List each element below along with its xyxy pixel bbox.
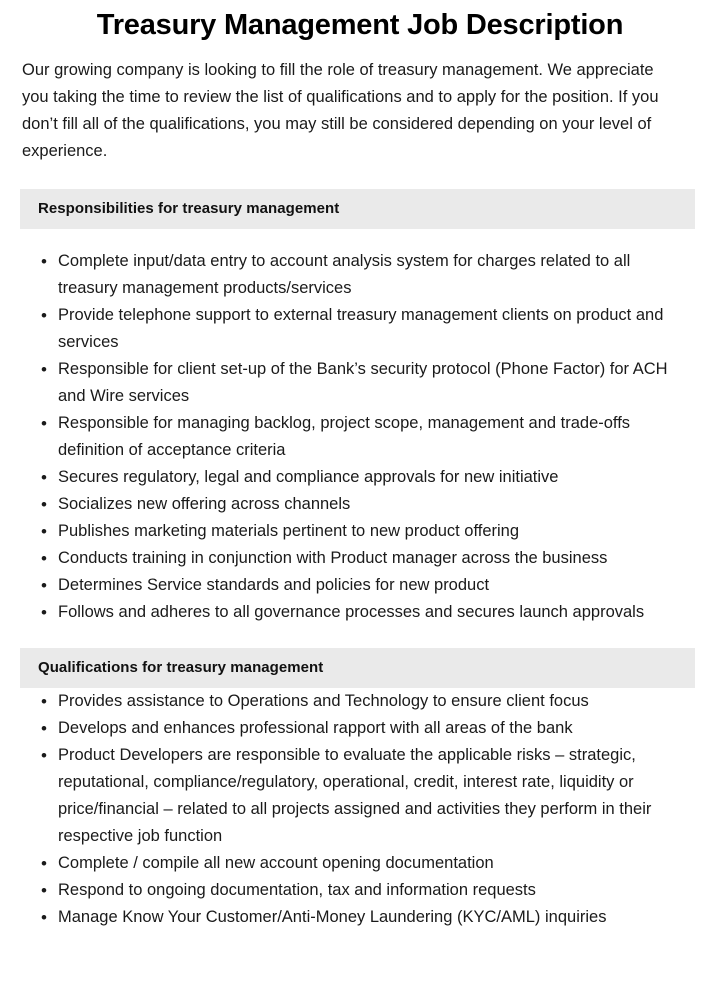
bullet-icon: • <box>41 306 47 325</box>
list-item <box>0 904 720 931</box>
bullet-icon: • <box>41 495 47 514</box>
responsibilities-section <box>0 189 720 626</box>
list-item <box>0 410 720 464</box>
intro-paragraph: Our growing company is looking to fill the role of treasury management. We appreciate you taking the time to review the list of qualifications and to apply for the position. If you don’t fill all of the qualifications, you may still be considered depending on your level of experience. <box>22 61 659 160</box>
responsibilities-section-header: Responsibilities for treasury management <box>20 189 695 229</box>
list-item <box>0 850 720 877</box>
list-item <box>0 742 720 850</box>
bullet-icon: • <box>41 360 47 379</box>
list-item-text: Socializes new offering across channels <box>58 495 351 513</box>
list-item <box>0 715 720 742</box>
list-item-text: Complete / compile all new account opening documentation <box>58 854 494 872</box>
bullet-icon: • <box>41 908 47 927</box>
bullet-icon: • <box>41 746 47 765</box>
list-item-text: Publishes marketing materials pertinent to new product offering <box>58 522 520 540</box>
list-item-text: Provides assistance to Operations and Technology to ensure client focus <box>58 692 589 710</box>
list-item <box>0 518 720 545</box>
bullet-icon: • <box>41 854 47 873</box>
bullet-icon: • <box>41 414 47 433</box>
bullet-icon: • <box>41 549 47 568</box>
list-item <box>0 688 720 715</box>
list-item-text: Complete input/data entry to account analysis system for charges related to all treasury management products/services <box>58 252 631 297</box>
list-item-text: Responsible for managing backlog, project scope, management and trade-offs definition of acceptance criteria <box>58 414 631 459</box>
page-title: Treasury Management Job Description <box>96 9 624 41</box>
bullet-icon: • <box>41 692 47 711</box>
list-item-text: Responsible for client set-up of the Bank’s security protocol (Phone Factor) for ACH and Wire services <box>58 360 668 405</box>
list-item <box>0 302 720 356</box>
list-item <box>0 464 720 491</box>
list-item <box>0 545 720 572</box>
list-item <box>0 491 720 518</box>
bullet-icon: • <box>41 719 47 738</box>
qualifications-list <box>0 688 720 931</box>
list-item-text: Determines Service standards and policies for new product <box>58 576 490 594</box>
bullet-icon: • <box>41 881 47 900</box>
responsibilities-list <box>0 229 720 626</box>
list-item-text: Secures regulatory, legal and compliance approvals for new initiative <box>58 468 559 486</box>
list-item <box>0 877 720 904</box>
bullet-icon: • <box>41 522 47 541</box>
list-item-text: Manage Know Your Customer/Anti-Money Laundering (KYC/AML) inquiries <box>58 908 607 926</box>
list-item <box>0 356 720 410</box>
bullet-icon: • <box>41 576 47 595</box>
bullet-icon: • <box>41 603 47 622</box>
list-item-text: Conducts training in conjunction with Product manager across the business <box>58 549 608 567</box>
bullet-icon: • <box>41 252 47 271</box>
list-item-text: Respond to ongoing documentation, tax and information requests <box>58 881 536 899</box>
list-item <box>0 599 720 626</box>
list-item <box>0 248 720 302</box>
list-item-text: Provide telephone support to external treasury management clients on product and services <box>58 306 664 351</box>
list-item-text: Product Developers are responsible to evaluate the applicable risks – strategic, reputational, compliance/regulatory, operational, credit, interest rate, liquidity or price/financial – related to all projects assigned and activities they perform in their respective job function <box>58 746 652 845</box>
qualifications-section-header: Qualifications for treasury management <box>20 648 695 688</box>
qualifications-section <box>0 648 720 931</box>
list-item-text: Develops and enhances professional rapport with all areas of the bank <box>58 719 573 737</box>
list-item <box>0 572 720 599</box>
bullet-icon: • <box>41 468 47 487</box>
list-item-text: Follows and adheres to all governance processes and secures launch approvals <box>58 603 645 621</box>
